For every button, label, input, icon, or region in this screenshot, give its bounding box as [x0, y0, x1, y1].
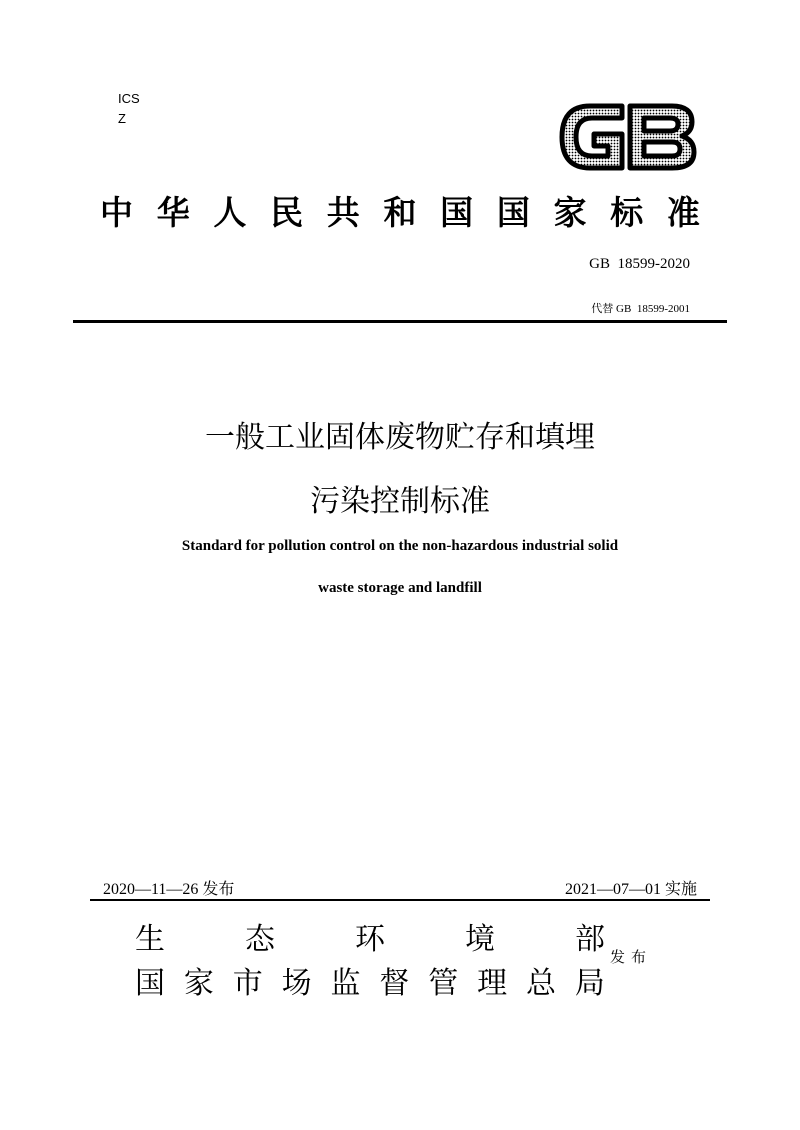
- issuer-char: 部: [575, 923, 605, 956]
- footer-divider: [90, 899, 710, 901]
- gb-logo: [556, 100, 698, 174]
- issuer-char: 场: [281, 967, 312, 1000]
- issuer-char: 国: [135, 967, 165, 1000]
- issuer-char: 态: [245, 923, 275, 956]
- issuer-char: 总: [526, 967, 556, 1000]
- chinese-title-line-1: 一般工业固体废物贮存和填埋: [205, 421, 595, 454]
- ccs-label: Z: [118, 111, 126, 126]
- category-char: 和: [383, 196, 417, 232]
- category-char: 国: [496, 196, 530, 232]
- issuer-line-1: [135, 920, 605, 960]
- english-title-line-2: waste storage and landfill: [318, 580, 482, 596]
- standard-code: GB 18599-2020: [589, 256, 690, 272]
- standard-category-title: [100, 192, 700, 236]
- issuer-char: 局: [574, 967, 605, 1000]
- ics-label: ICS: [118, 91, 140, 106]
- publish-label: 发布: [610, 949, 653, 966]
- header-divider: [73, 320, 727, 323]
- category-char: 家: [553, 196, 587, 232]
- issuer-char: 生: [135, 923, 165, 956]
- issuer-line-2: [135, 964, 605, 1004]
- category-char: 准: [666, 196, 700, 232]
- category-char: 民: [270, 196, 304, 232]
- category-char: 标: [610, 196, 644, 232]
- issuer-char: 理: [477, 967, 508, 1000]
- issuer-char: 督: [379, 967, 410, 1000]
- issuer-char: 监: [330, 967, 361, 1000]
- issuer-char: 市: [232, 967, 263, 1000]
- category-char: 国: [440, 196, 474, 232]
- issuer-char: 境: [465, 923, 495, 956]
- classification-codes: [118, 89, 140, 129]
- category-char: 中: [100, 196, 133, 232]
- category-char: 人: [213, 196, 247, 232]
- implementation-date: 2021—07—01 实施: [564, 881, 697, 898]
- chinese-title-line-2: 污染控制标准: [310, 485, 490, 518]
- issuer-char: 环: [355, 923, 385, 956]
- category-char: 华: [156, 196, 190, 232]
- issuer-char: 管: [428, 967, 459, 1000]
- issue-date: 2020—11—26 发布: [103, 881, 235, 898]
- issuer-char: 家: [183, 967, 214, 1000]
- english-title-line-1: Standard for pollution control on the non-hazardous industrial solid: [181, 538, 619, 554]
- category-char: 共: [326, 196, 360, 232]
- replaces-standard: 代替 GB 18599-2001: [591, 303, 690, 315]
